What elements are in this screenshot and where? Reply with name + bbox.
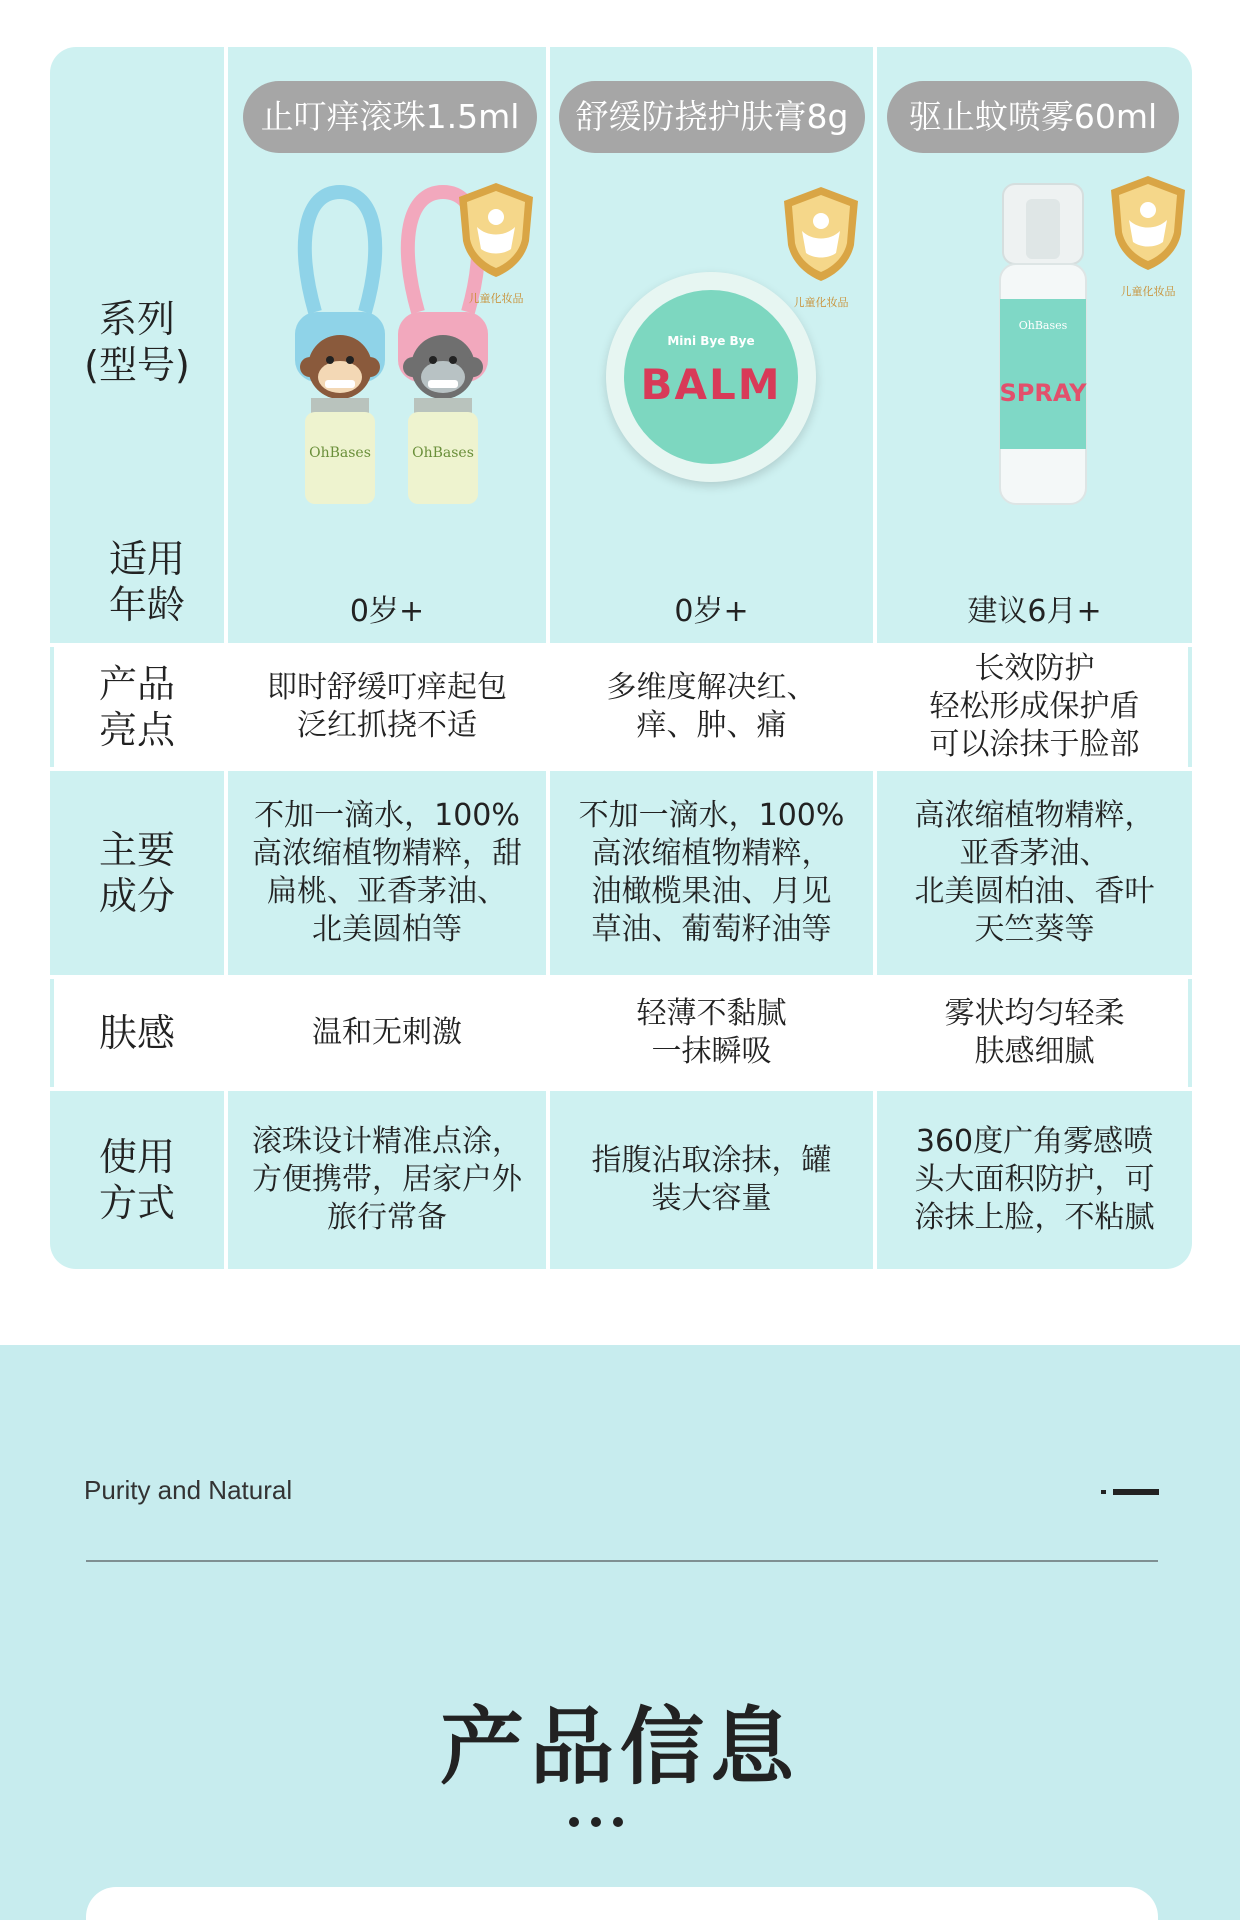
row-label-feel: 肤感 — [98, 1011, 175, 1055]
svg-text:OhBases: OhBases — [1018, 319, 1068, 332]
balm-line-label: Mini Bye Bye — [667, 334, 755, 348]
roller-bottle-blue-image — [285, 182, 395, 512]
row-label-ingredients: 主要 成分 — [98, 828, 175, 918]
ellipsis-decoration-icon — [568, 1816, 624, 1828]
product-name-pill: 舒缓防挠护肤膏8g — [559, 81, 865, 153]
row-label-usage: 使用 方式 — [98, 1135, 175, 1225]
badge-caption: 儿童化妆品 — [468, 292, 524, 305]
cell-usage: 滚珠设计精准点涂， 方便携带，居家户外 旅行常备 — [252, 1124, 522, 1235]
badge-caption: 儿童化妆品 — [793, 296, 849, 309]
info-card — [86, 1887, 1158, 1920]
comparison-table — [50, 47, 1192, 1269]
child-cosmetic-badge-icon — [778, 183, 864, 293]
product-info-section — [0, 1345, 1240, 1920]
cell-age: 0岁+ — [674, 594, 749, 629]
cell-highlight: 多维度解决红、 痒、肿、痛 — [606, 670, 817, 743]
cell-usage: 指腹沾取涂抹，罐 装大容量 — [591, 1143, 832, 1216]
product-name-pill: 止叮痒滚珠1.5ml — [243, 81, 537, 153]
cell-feel: 雾状均匀轻柔 肤感细腻 — [944, 996, 1125, 1069]
child-cosmetic-badge-icon — [453, 179, 539, 289]
svg-text:OhBases: OhBases — [412, 445, 474, 461]
row-label-series: 系列 (型号) — [84, 297, 190, 387]
row-label-age: 适用 年龄 — [108, 537, 185, 627]
section-title: 产品信息 — [439, 1698, 800, 1796]
svg-text:SPRAY: SPRAY — [999, 379, 1087, 407]
svg-text:OhBases: OhBases — [309, 445, 371, 461]
cell-ingredients: 高浓缩植物精粹， 亚香茅油、 北美圆柏油、香叶 天竺葵等 — [914, 798, 1155, 947]
cell-feel: 温和无刺激 — [312, 1015, 462, 1050]
spray-bottle-image — [988, 179, 1098, 509]
child-cosmetic-badge-icon — [1105, 172, 1191, 282]
cell-usage: 360度广角雾感喷 头大面积防护，可 涂抹上脸，不粘腻 — [914, 1124, 1155, 1235]
cell-ingredients: 不加一滴水，100% 高浓缩植物精粹，甜 扁桃、亚香茅油、 北美圆柏等 — [252, 798, 522, 947]
cell-age: 建议6月+ — [967, 594, 1102, 629]
cell-age: 0岁+ — [349, 594, 425, 629]
dash-decoration-icon — [1101, 1489, 1159, 1495]
product-name-pill: 驱止蚊喷雾60ml — [887, 81, 1179, 153]
section-divider — [86, 1560, 1158, 1562]
balm-word-label: BALM — [640, 360, 782, 409]
balm-lid — [624, 290, 798, 464]
row-label-highlight: 产品 亮点 — [98, 662, 175, 752]
cell-highlight: 即时舒缓叮痒起包 泛红抓挠不适 — [267, 670, 507, 743]
cell-ingredients: 不加一滴水，100% 高浓缩植物精粹， 油橄榄果油、月见 草油、葡萄籽油等 — [578, 798, 845, 947]
cell-highlight: 长效防护 轻松形成保护盾 可以涂抹于脸部 — [929, 651, 1140, 762]
cell-feel: 轻薄不黏腻 一抹瞬吸 — [636, 996, 787, 1069]
tagline: Purity and Natural — [84, 1475, 293, 1505]
badge-caption: 儿童化妆品 — [1120, 285, 1176, 298]
